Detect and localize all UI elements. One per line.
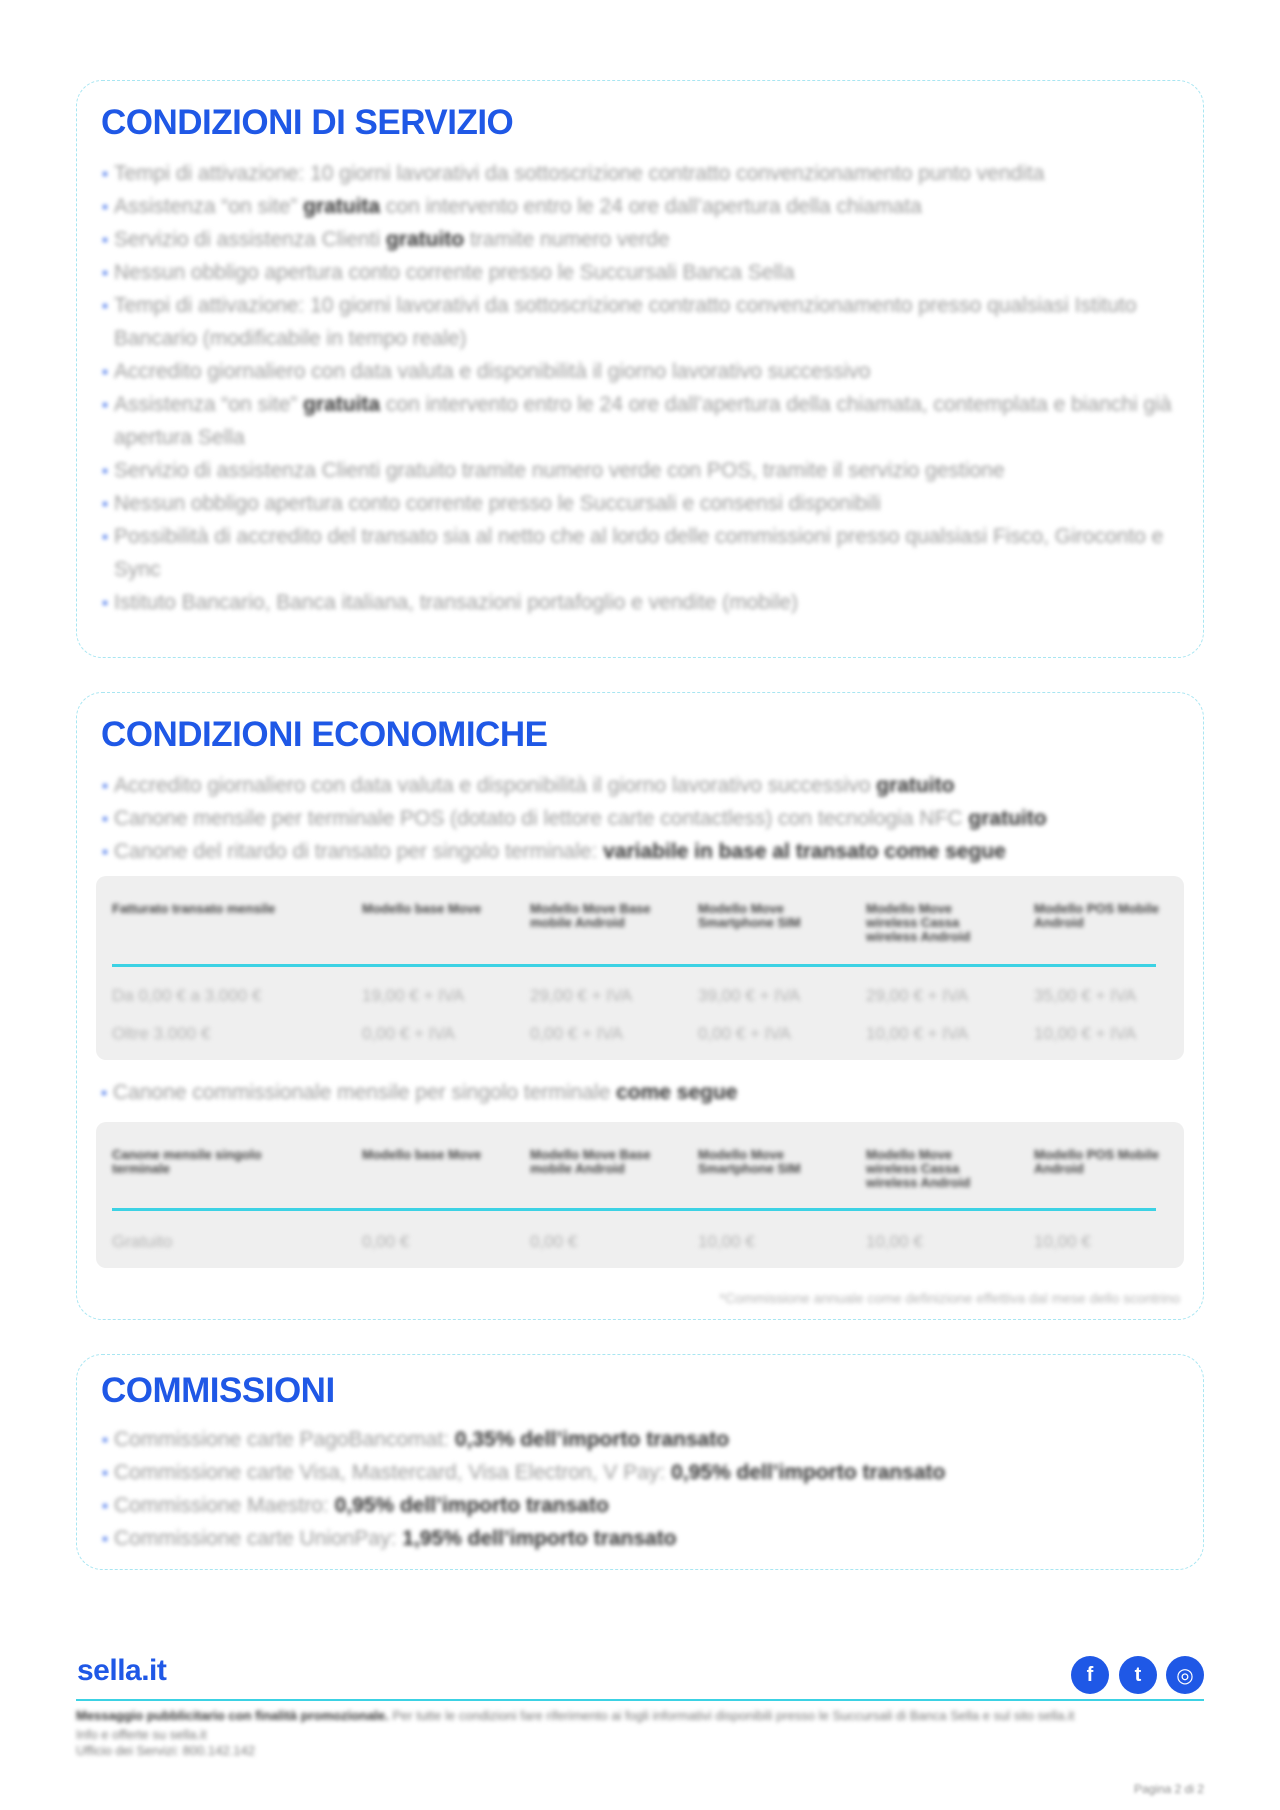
list-item xyxy=(103,190,1177,223)
item-text: Istituto Bancario, Banca italiana, transazioni portafoglio e vendite (mobile) xyxy=(114,591,799,614)
column-header: Modello base Move xyxy=(362,901,482,916)
item-text: Commissione Maestro: xyxy=(114,1494,335,1517)
item-emphasis: 0,35% dell’importo transato xyxy=(454,1428,730,1451)
list-item xyxy=(103,157,1177,190)
item-text-tail: tramite numero verde xyxy=(464,228,670,251)
table-cell: Oltre 3.000 € xyxy=(112,1024,211,1043)
table-cell: Da 0,00 € a 3.000 € xyxy=(112,986,262,1005)
section-title: CONDIZIONI DI SERVIZIO xyxy=(101,103,514,142)
instagram-icon[interactable]: ◎ xyxy=(1166,1656,1204,1694)
twitter-icon[interactable]: t xyxy=(1119,1656,1157,1694)
list-item xyxy=(103,1423,1177,1456)
item-text: Nessun obbligo apertura conto corrente presso le Succursali e consensi disponibili xyxy=(114,492,881,515)
column-header: Modello Move Base mobile Android xyxy=(530,1147,651,1176)
list-item xyxy=(103,289,1177,355)
list-item xyxy=(103,835,1177,868)
table-cell: 29,00 € + IVA xyxy=(866,986,969,1005)
table-row xyxy=(112,1232,1156,1254)
table-cell: 0,00 € + IVA xyxy=(530,1024,623,1043)
item-text: Accredito giornaliero con data valuta e disponibilità il giorno lavorativo successivo xyxy=(114,774,877,797)
list-item xyxy=(103,223,1177,256)
column-header: Modello POS Mobile Android xyxy=(1034,901,1159,930)
legal-text xyxy=(76,1708,1204,1724)
page-number: Pagina 2 di 2 xyxy=(1133,1782,1204,1796)
item-text: Canone commissionale mensile per singolo terminale xyxy=(113,1081,617,1104)
table-cell: 10,00 € + IVA xyxy=(1034,1024,1137,1043)
list-item xyxy=(103,256,1177,289)
item-emphasis: gratuito xyxy=(876,774,955,797)
header-rule xyxy=(112,1208,1156,1211)
item-text-tail: con intervento entro le 24 ore dall’apertura della chiamata xyxy=(380,195,922,218)
column-header: Modello Move wireless Cassa wireless Android xyxy=(866,1147,971,1190)
table-cell: 0,00 € + IVA xyxy=(362,1024,455,1043)
service-conditions-list xyxy=(103,157,1177,619)
legal-bold: Messaggio pubblicitario con finalità promozionale. xyxy=(76,1708,389,1723)
list-item xyxy=(103,454,1177,487)
table-cell: 35,00 € + IVA xyxy=(1034,986,1137,1005)
item-emphasis: 0,95% dell’importo transato xyxy=(334,1494,609,1517)
table-cell: 0,00 € xyxy=(362,1232,410,1251)
list-item xyxy=(103,388,1177,454)
item-text: Accredito giornaliero con data valuta e disponibilità il giorno lavorativo successivo xyxy=(114,360,871,383)
table-cell: 10,00 € xyxy=(698,1232,755,1251)
list-item xyxy=(103,1489,1177,1522)
section-title: COMMISSIONI xyxy=(101,1371,335,1410)
footer-divider xyxy=(76,1699,1204,1701)
column-header: Modello base Move xyxy=(362,1147,482,1162)
service-conditions-panel xyxy=(76,80,1204,658)
commissions-list xyxy=(103,1423,1177,1555)
table-cell: 10,00 € xyxy=(1034,1232,1091,1251)
fee-table-2 xyxy=(96,1122,1184,1268)
list-item xyxy=(103,1522,1177,1555)
table-row xyxy=(112,986,1156,1008)
list-item xyxy=(103,355,1177,388)
item-text: Tempi di attivazione: 10 giorni lavorativi da sottoscrizione contratto convenzionamento punto vendita xyxy=(114,162,1045,185)
table-cell: 19,00 € + IVA xyxy=(362,986,465,1005)
column-header: Modello Move Smartphone SIM xyxy=(698,901,801,930)
header-rule xyxy=(112,964,1156,967)
item-text: Canone del ritardo di transato per singolo terminale: xyxy=(114,840,604,863)
list-item xyxy=(103,487,1177,520)
fee-table-1 xyxy=(96,876,1184,1060)
table-header xyxy=(112,1122,1159,1218)
legal-body: Per tutte le condizioni fare riferimento ai fogli informativi disponibili presso le Succursali di Banca Sella e sul sito sella.it xyxy=(388,1708,1075,1723)
item-emphasis: variabile in base al transato come segue xyxy=(603,840,1006,863)
item-text: Nessun obbligo apertura conto corrente presso le Succursali Banca Sella xyxy=(114,261,795,284)
list-item xyxy=(103,586,1177,619)
table-row xyxy=(112,1024,1156,1046)
column-header: Modello Move wireless Cassa wireless Android xyxy=(866,901,971,944)
legal-line-3: Ufficio dei Servizi: 800.142.142 xyxy=(76,1743,255,1758)
table-cell: 0,00 € + IVA xyxy=(698,1024,791,1043)
item-text: Servizio di assistenza Clienti gratuito tramite numero verde con POS, tramite il servizio gestione xyxy=(114,459,1005,482)
list-item xyxy=(103,769,1177,802)
commissions-panel xyxy=(76,1354,1204,1570)
table-cell: Gratuito xyxy=(112,1232,173,1251)
sella-logo[interactable]: sella.it xyxy=(77,1654,167,1687)
item-emphasis: 1,95% dell’importo transato xyxy=(402,1527,677,1550)
item-text: Assistenza “on site” xyxy=(114,195,304,218)
column-header: Modello Move Base mobile Android xyxy=(530,901,651,930)
list-item xyxy=(102,1076,1180,1109)
item-text: Commissione carte UnionPay: xyxy=(114,1527,403,1550)
item-emphasis: gratuito xyxy=(385,228,465,251)
item-text: Assistenza “on site” xyxy=(114,393,304,416)
footnote: *Commissione annuale come definizione effettiva dal mese dello scontrino xyxy=(719,1290,1180,1306)
item-text: Tempi di attivazione: 10 giorni lavorativi da sottoscrizione contratto convenzionamento presso qualsiasi Istituto Bancario (modificabile in tempo reale) xyxy=(114,294,1137,350)
item-emphasis: gratuito xyxy=(968,807,1047,830)
economic-conditions-bullet xyxy=(102,1076,1180,1109)
column-header: Modello POS Mobile Android xyxy=(1034,1147,1159,1176)
item-text: Commissione carte PagoBancomat: xyxy=(114,1428,455,1451)
list-item xyxy=(103,802,1177,835)
item-text: Possibilità di accredito del transato sia al netto che al lordo delle commissioni presso qualsiasi Fisco, Giroconto e Sync xyxy=(114,525,1164,581)
item-text: Canone mensile per terminale POS (dotato di lettore carte contactless) con tecnologia NFC xyxy=(114,807,969,830)
column-header: Modello Move Smartphone SIM xyxy=(698,1147,801,1176)
table-cell: 39,00 € + IVA xyxy=(698,986,801,1005)
section-title: CONDIZIONI ECONOMICHE xyxy=(101,715,548,754)
table-header xyxy=(112,876,1159,972)
item-emphasis: 0,95% dell’importo transato xyxy=(671,1461,946,1484)
item-emphasis: come segue xyxy=(616,1081,738,1104)
column-header: Fatturato transato mensile xyxy=(112,901,276,916)
item-text: Servizio di assistenza Clienti xyxy=(114,228,386,251)
legal-line-2: Info e offerte su sella.it xyxy=(76,1727,207,1742)
facebook-icon[interactable]: f xyxy=(1071,1656,1109,1694)
economic-conditions-list xyxy=(103,769,1177,868)
column-header: Canone mensile singolo terminale xyxy=(112,1147,262,1176)
list-item xyxy=(103,520,1177,586)
item-text: Commissione carte Visa, Mastercard, Visa Electron, V Pay: xyxy=(114,1461,672,1484)
table-cell: 10,00 € xyxy=(866,1232,923,1251)
item-emphasis: gratuita xyxy=(303,393,381,416)
item-text-tail: con intervento entro le 24 ore dall’apertura della chiamata, contemplata e bianchi già apertura Sella xyxy=(114,393,1172,449)
list-item xyxy=(103,1456,1177,1489)
table-cell: 29,00 € + IVA xyxy=(530,986,633,1005)
item-emphasis: gratuita xyxy=(303,195,381,218)
table-cell: 10,00 € + IVA xyxy=(866,1024,969,1043)
table-cell: 0,00 € xyxy=(530,1232,578,1251)
